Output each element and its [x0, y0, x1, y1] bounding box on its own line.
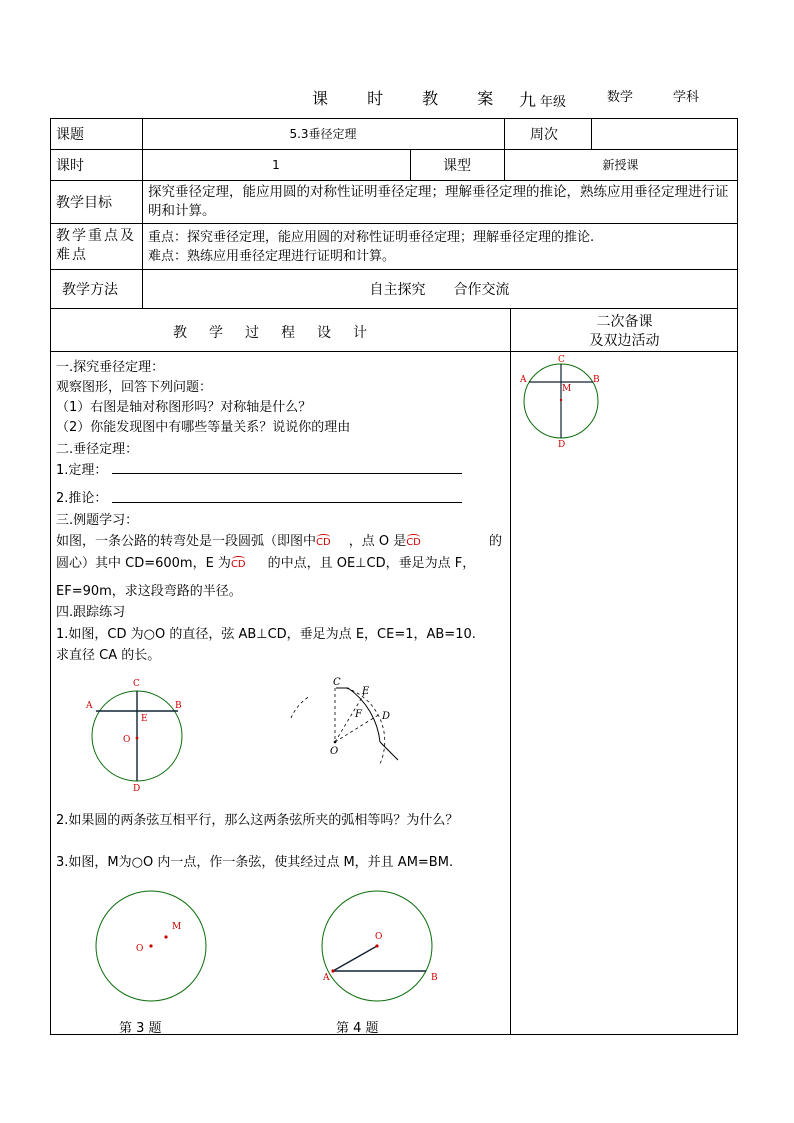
label-m: M — [562, 384, 572, 394]
label-b: B — [431, 973, 438, 983]
side-heading — [512, 313, 737, 351]
subject-label: 学科 — [673, 90, 700, 105]
method-value: 自主探究 合作交流 — [369, 281, 510, 298]
label-d: D — [382, 711, 391, 722]
topic-value: 5.3垂径定理 — [289, 127, 357, 141]
example-line-3: EF=90m，求这段弯路的半径。 — [56, 584, 242, 599]
subject-info — [607, 86, 699, 105]
label-c: C — [558, 355, 565, 365]
corollary-label: 2.推论： — [56, 491, 108, 506]
caption-exercise-3: 第 3 题 — [119, 1021, 162, 1036]
label-d: D — [133, 784, 141, 794]
label-d: D — [558, 440, 566, 450]
section-1-intro: 观察图形，回答下列问题： — [56, 380, 213, 395]
objective-label: 教学目标 — [56, 194, 112, 211]
key-line-1: 重点：探究垂径定理，能应用圆的对称性证明垂径定理；理解垂径定理的推论. — [148, 230, 595, 245]
example-line-1c: 的 — [489, 534, 503, 549]
period-value: 1 — [272, 157, 280, 172]
section-3-title: 三.例题学习： — [56, 513, 139, 528]
label-c: C — [333, 677, 341, 688]
label-a: A — [323, 973, 330, 983]
section-1-q1: （1）右图是轴对称图形吗？对称轴是什么？ — [56, 400, 312, 415]
exercise-1-figure — [82, 674, 192, 796]
exercise-3-figure — [92, 889, 212, 1004]
period-label: 课时 — [56, 157, 84, 174]
example-line-1 — [56, 530, 421, 549]
theorem-blank — [112, 473, 462, 474]
label-f: F — [355, 709, 362, 720]
label-o: O — [330, 746, 339, 757]
label-e: E — [362, 686, 370, 697]
example-line-2b: 的中点，且 OE⊥CD，垂足为点 F， — [267, 556, 476, 571]
key-label: 教学重点及难点 — [56, 228, 136, 263]
grade-value: 九 — [519, 91, 536, 111]
exercise-4-figure — [318, 889, 448, 1004]
label-o: O — [136, 944, 144, 954]
example-line-2 — [56, 552, 475, 571]
arc-cd-3: CD — [230, 559, 246, 570]
key-line-2: 难点：熟练应用垂径定理进行证明和计算。 — [148, 249, 396, 264]
road-figure — [286, 674, 406, 774]
exercise-1-line-2: 求直径 CA 的长。 — [56, 648, 161, 663]
label-a: A — [86, 701, 93, 711]
label-e: E — [141, 714, 148, 724]
process-heading: 教学过程设计 — [173, 325, 389, 341]
section-2-title: 二.垂径定理： — [56, 442, 139, 457]
example-line-2a: 圆心）其中 CD=600m，E 为 — [56, 556, 231, 571]
label-b: B — [175, 701, 182, 711]
arc-cd-2: CD — [406, 537, 421, 548]
section-1-q2: （2）你能发现图中有哪些等量关系？说说你的理由 — [56, 420, 351, 435]
subject-value: 数学 — [607, 90, 634, 105]
topic-label: 课题 — [56, 126, 84, 143]
section-4-title: 四.跟踪练习 — [56, 605, 126, 620]
label-a: A — [520, 375, 527, 385]
week-label: 周次 — [530, 126, 558, 143]
side-heading-line-1: 二次备课 — [596, 314, 653, 330]
exercise-1-line-1: 1.如图，CD 为○O 的直径，弦 AB⊥CD，垂足为点 E，CE=1，AB=10. — [56, 627, 476, 642]
type-label: 课型 — [443, 157, 471, 174]
exercise-2: 2.如果圆的两条弦互相平行，那么这两条弦所夹的弧相等吗？为什么？ — [56, 813, 459, 828]
section-1-title: 一.探究垂径定理： — [56, 360, 165, 375]
exercise-3: 3.如图，M为○O 内一点，作一条弦，使其经过点 M，并且 AM=BM. — [56, 855, 454, 870]
objective-text: 探究垂径定理，能应用圆的对称性证明垂径定理；理解垂径定理的推论，熟练应用垂径定理进行证明和计算。 — [148, 184, 729, 219]
label-o: O — [123, 735, 131, 745]
grade-label: 年级 — [540, 95, 567, 110]
side-figure — [518, 355, 608, 450]
example-line-1a: 如图，一条公路的转弯处是一段圆弧（即图中 — [56, 534, 317, 549]
side-heading-line-2: 及双边活动 — [589, 333, 660, 349]
label-b: B — [593, 375, 600, 385]
grade-info — [519, 86, 566, 111]
example-line-1b: ，点 O 是 — [348, 534, 407, 549]
corollary-blank — [112, 502, 462, 503]
method-label: 教学方法 — [62, 281, 118, 298]
label-c: C — [133, 679, 140, 689]
type-value: 新授课 — [602, 158, 639, 172]
page-title: 课 时 教 案 — [312, 89, 511, 108]
caption-exercise-4: 第 4 题 — [336, 1021, 379, 1036]
theorem-label: 1.定理： — [56, 463, 108, 478]
label-m: M — [172, 922, 182, 932]
arc-cd-1: CD — [316, 537, 331, 548]
label-o: O — [375, 932, 383, 942]
